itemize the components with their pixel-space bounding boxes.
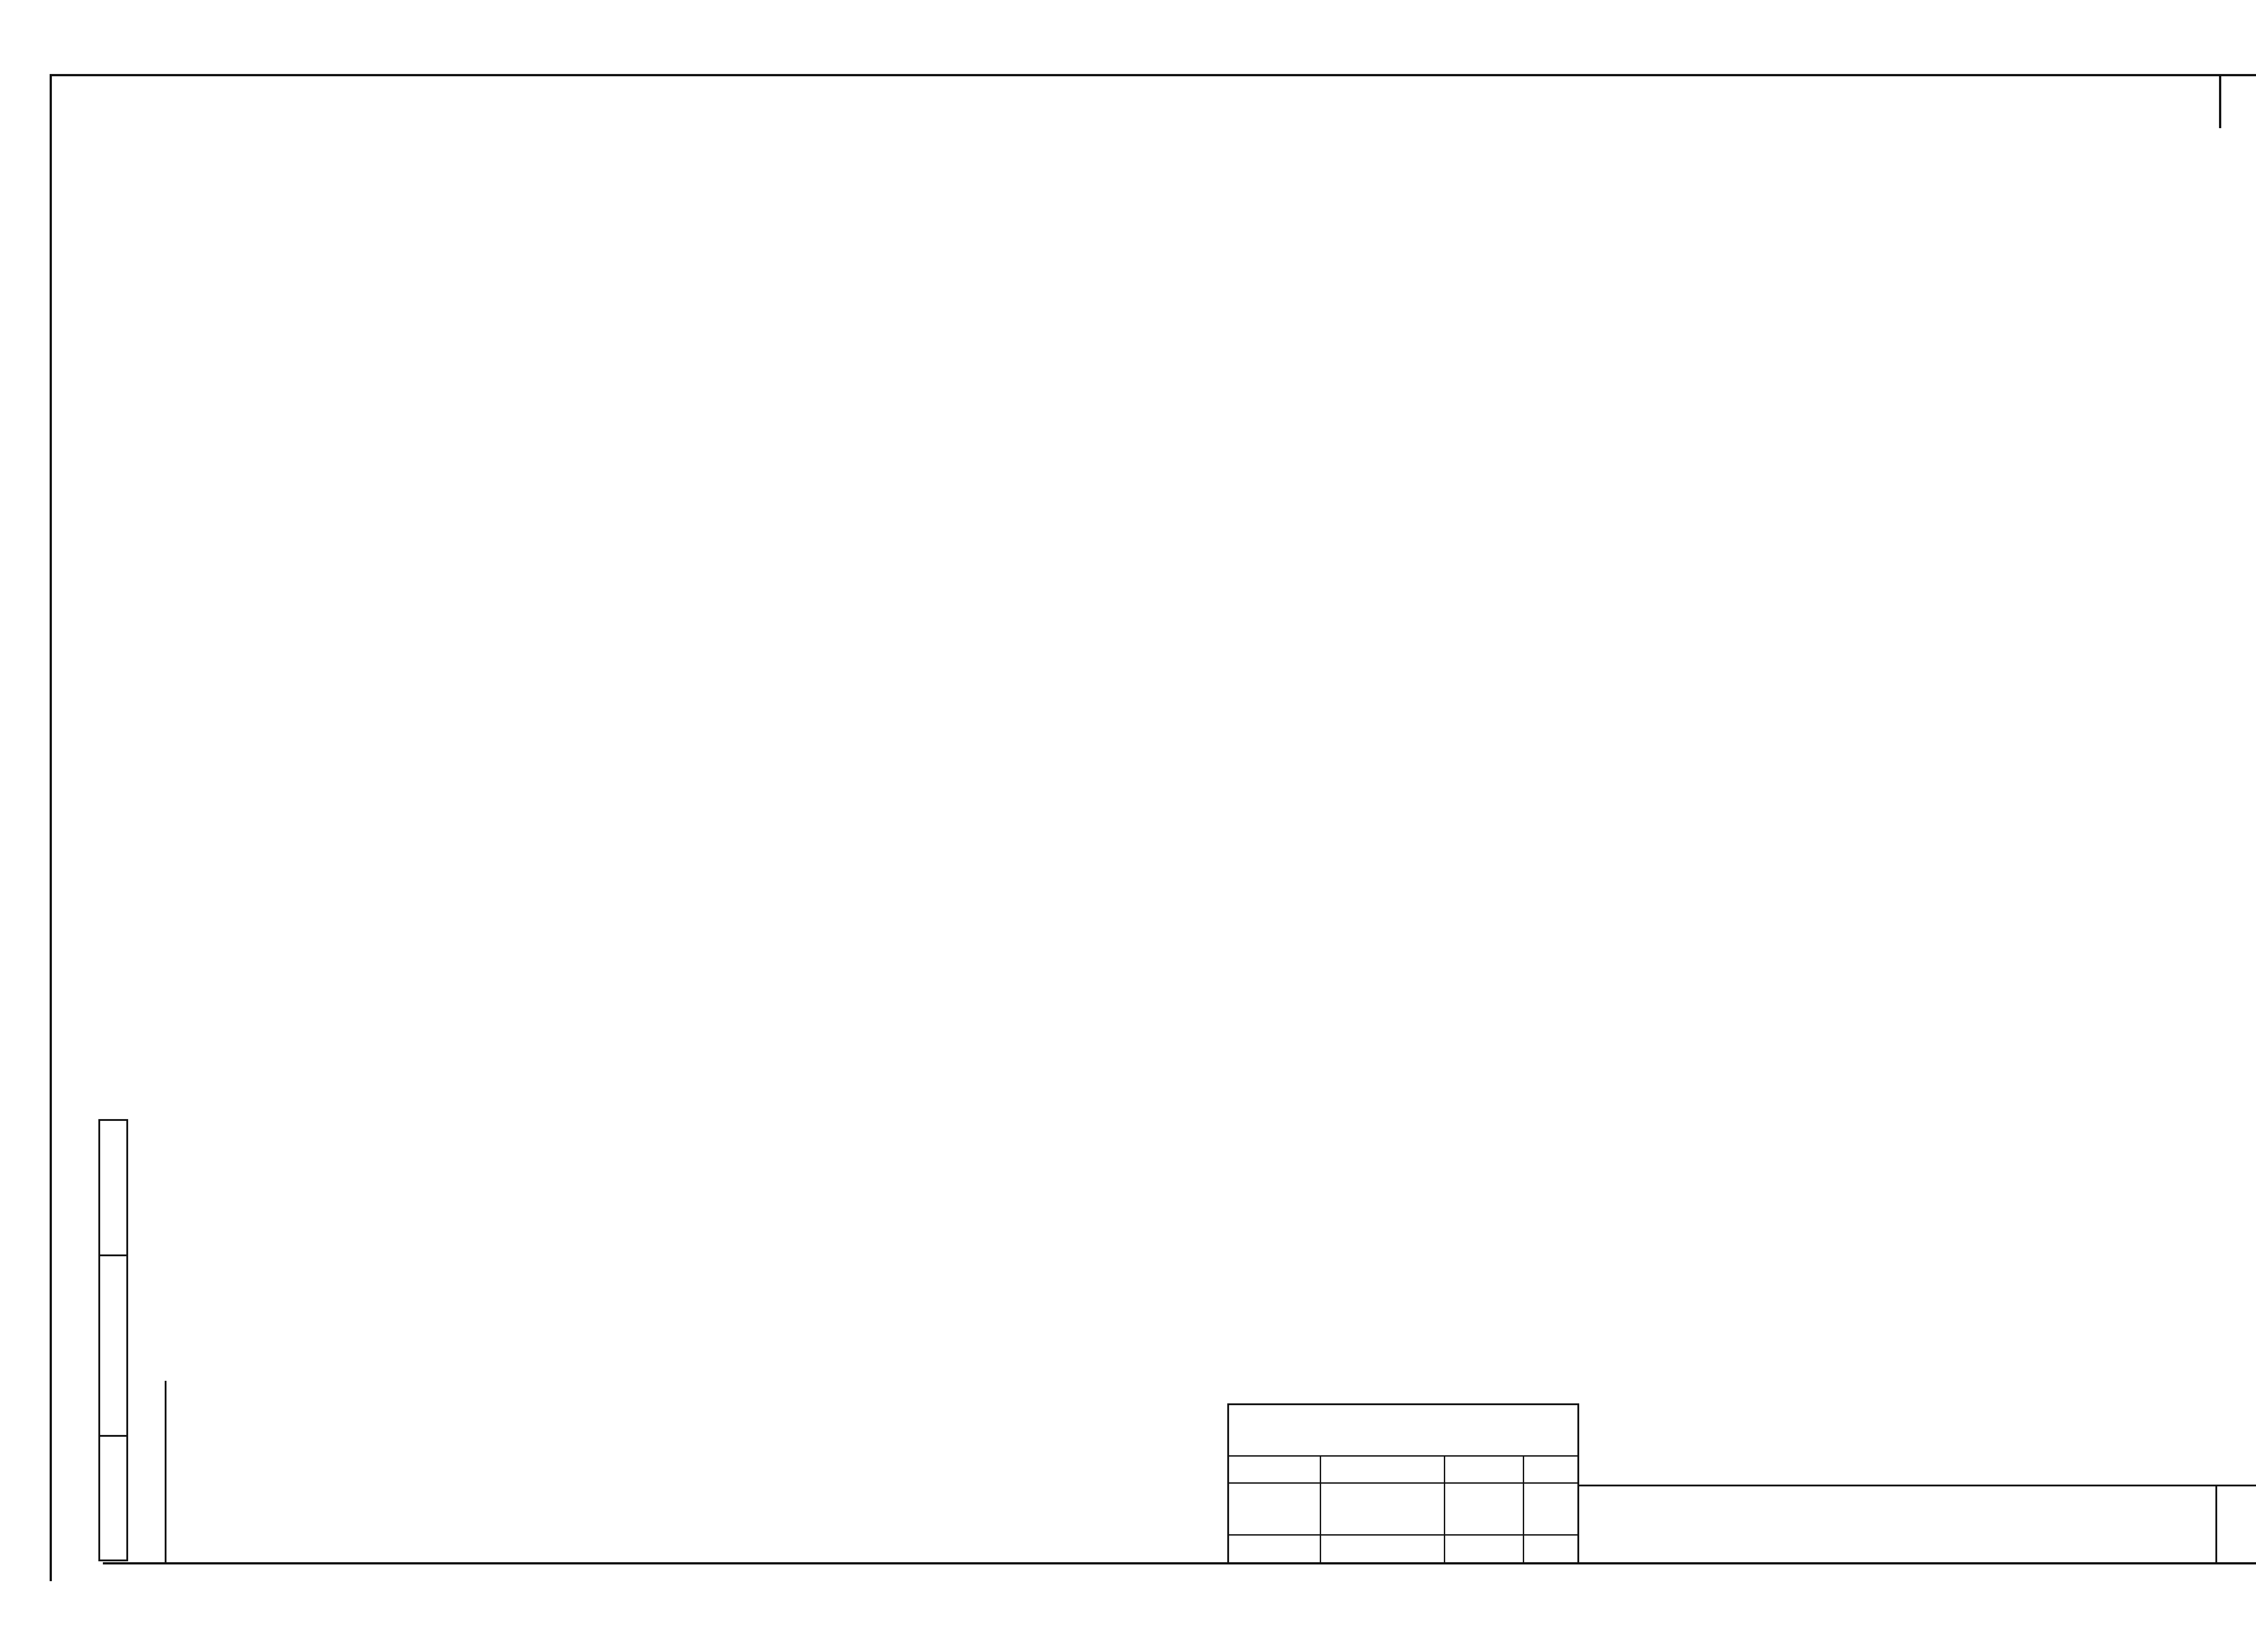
bottom-left-divider xyxy=(165,1381,166,1564)
frame-left xyxy=(50,74,52,1581)
corner-box-left xyxy=(2219,74,2221,128)
side-stamp xyxy=(98,1119,166,1561)
titleblock-line xyxy=(1579,1485,2256,1486)
frame-bottom xyxy=(103,1562,2256,1564)
sheet-box-left xyxy=(2215,1485,2217,1564)
binding-stamp xyxy=(1227,1403,1579,1564)
frame-top xyxy=(50,74,2256,76)
